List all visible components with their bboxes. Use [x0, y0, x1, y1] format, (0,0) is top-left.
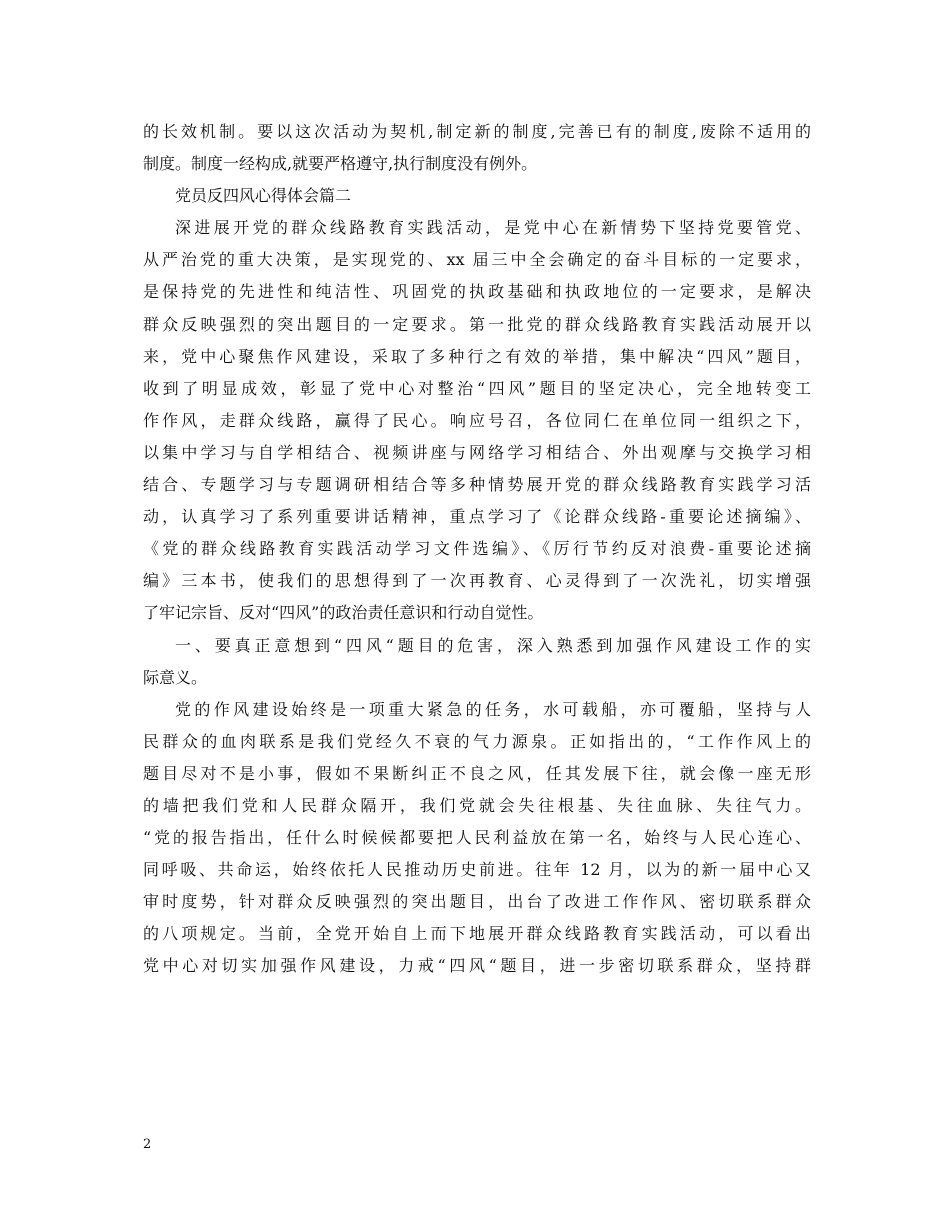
text-line: 收到了明显成效，彰显了党中心对整治“四风”题目的坚定决心，完全地转变工: [143, 378, 811, 398]
text-line: 编》三本书，使我们的思想得到了一次再教育、心灵得到了一次洗礼，切实增强: [143, 571, 811, 591]
text-line: 民群众的血肉联系是我们党经久不衰的气力源泉。正如指出的，“工作作风上的: [143, 731, 811, 751]
page-number: 2: [143, 1137, 152, 1152]
text-line: 的长效机制。要以这次活动为契机,制定新的制度,完善已有的制度,废除不适用的: [143, 122, 811, 141]
text-line: 际意义。: [143, 667, 208, 687]
text-line: 一、要真正意想到“四风“题目的危害，深入熟悉到加强作风建设工作的实: [175, 635, 811, 655]
text-line: 作作风，走群众线路，赢得了民心。响应号召，各位同仁在单位同一组织之下，: [143, 410, 811, 430]
text-line: 党员反四风心得体会篇二: [175, 186, 352, 206]
text-line: 来，党中心聚焦作风建设，采取了多种行之有效的举措，集中解决“四风”题目，: [143, 346, 811, 366]
text-line: 党的作风建设始终是一项重大紧急的任务，水可载船，亦可覆船，坚持与人: [175, 699, 811, 719]
document-body: [143, 116, 811, 983]
text-line: 审时度势，针对群众反映强烈的突出题目，出台了改进工作作风、密切联系群众: [143, 892, 811, 912]
text-line: 了牢记宗旨、反对“四风”的政治责任意识和行动自觉性。: [143, 603, 544, 623]
text-line: 动，认真学习了系列重要讲话精神，重点学习了《论群众线路-重要论述摘编》、: [143, 507, 811, 527]
text-line: 从严治党的重大决策，是实现党的、xx 届三中全会确定的奋斗目标的一定要求，: [143, 250, 811, 270]
text-line: 题目尽对不是小事，假如不果断纠正不良之风，任其发展下往，就会像一座无形: [143, 763, 811, 783]
text-line: 的墙把我们党和人民群众隔开，我们党就会失往根基、失往血脉、失往气力。: [143, 795, 811, 815]
text-line: 深进展开党的群众线路教育实践活动，是党中心在新情势下坚持党要管党、: [175, 218, 811, 238]
text-line: 以集中学习与自学相结合、视频讲座与网络学习相结合、外出观摩与交换学习相: [143, 442, 811, 462]
text-line: 群众反映强烈的突出题目的一定要求。第一批党的群众线路教育实践活动展开以: [143, 314, 811, 334]
text-line: 《党的群众线路教育实践活动学习文件选编》、《厉行节约反对浪费-重要论述摘: [143, 539, 811, 559]
text-line: 同呼吸、共命运，始终依托人民推动历史前进。往年 12 月，以为的新一届中心又: [143, 860, 811, 880]
text-line: 是保持党的先进性和纯洁性、巩固党的执政基础和执政地位的一定要求，是解决: [143, 282, 811, 302]
text-line: “党的报告指出，任什么时候候都要把人民利益放在第一名，始终与人民心连心、: [143, 828, 811, 848]
text-line: 结合、专题学习与专题调研相结合等多种情势展开党的群众线路教育实践学习活: [143, 475, 811, 495]
text-line: 党中心对切实加强作风建设，力戒“四风“题目，进一步密切联系群众，坚持群: [143, 956, 811, 976]
text-line: 制度。制度一经构成,就要严格遵守,执行制度没有例外。: [143, 154, 538, 174]
text-line: 的八项规定。当前，全党开始自上而下地展开群众线路教育实践活动，可以看出: [143, 924, 811, 944]
